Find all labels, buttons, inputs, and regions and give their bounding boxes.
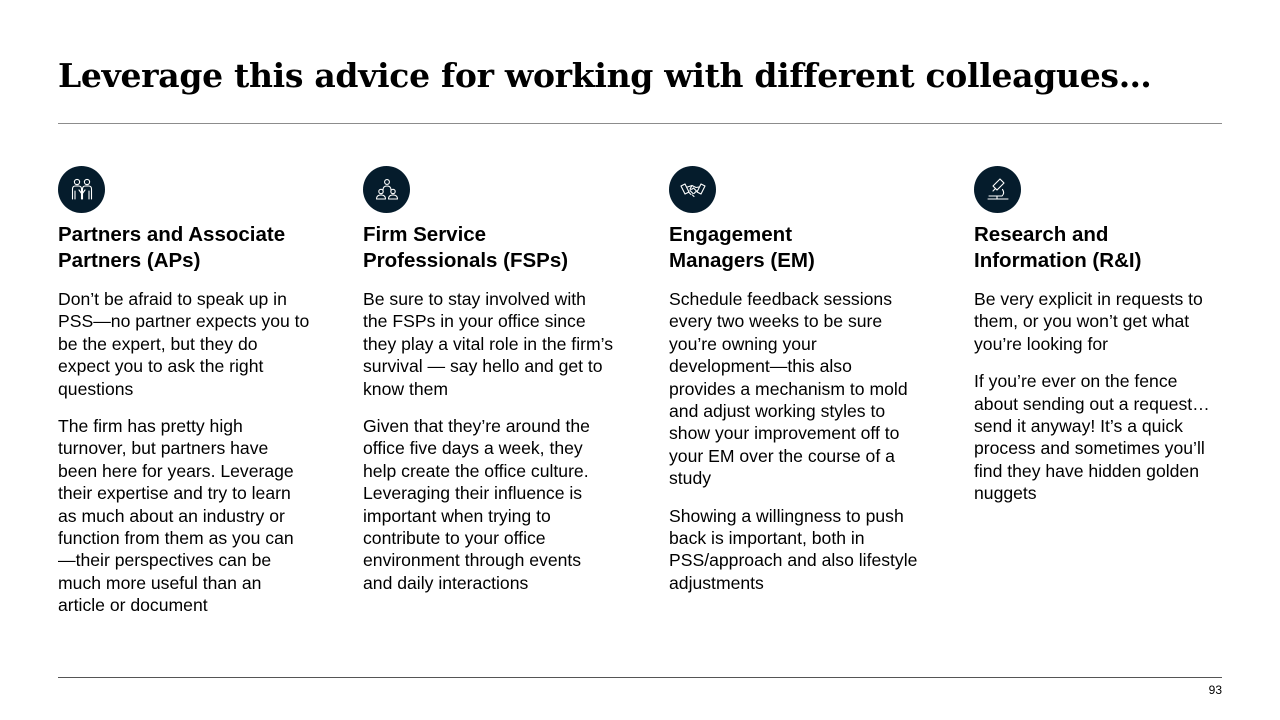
column-heading: Engagement Managers (EM)	[669, 223, 815, 272]
column-heading: Firm Service Professionals (FSPs)	[363, 223, 569, 272]
slide-title: Leverage this advice for working with different colleagues…	[58, 56, 1152, 95]
partners-icon	[58, 166, 105, 213]
column-partners	[58, 166, 310, 617]
column-heading: Research and Information (R&I)	[974, 223, 1142, 272]
column-paragraph: Schedule feedback sessions every two weeks to be sure you’re owning your development—this also provides a mechanism to mold and adjust working styles to show your improvement off to your EM over the course of a study	[669, 289, 908, 489]
column-paragraph: Given that they’re around the office five days a week, they help create the office culture. Leveraging their influence is important when trying to contribute to your office environment through events and daily interactions	[363, 416, 590, 593]
column-research-information	[974, 166, 1224, 505]
column-paragraph: Be very explicit in requests to them, or you won’t get what you’re looking for	[974, 289, 1203, 354]
column-paragraph: Don’t be afraid to speak up in PSS—no partner expects you to be the expert, but they do expect you to ask the right questions	[58, 289, 310, 399]
column-engagement-managers	[669, 166, 921, 594]
column-paragraph: The firm has pretty high turnover, but partners have been here for years. Leverage their expertise and try to learn as much about an industry or function from them as you can—their perspectives can be much more useful than an article or document	[58, 416, 294, 616]
column-paragraph: Showing a willingness to push back is important, both in PSS/approach and also lifestyle adjustments	[669, 505, 918, 593]
title-divider	[58, 123, 1222, 124]
handshake-icon	[669, 166, 716, 213]
column-fsps	[363, 166, 615, 594]
column-paragraph: Be sure to stay involved with the FSPs in your office since they play a vital role in the firm’s survival — say hello and get to know them	[363, 289, 614, 399]
microscope-icon	[974, 166, 1021, 213]
column-paragraph: If you’re ever on the fence about sending out a request…send it anyway! It’s a quick process and sometimes you’ll find they have hidden golden nuggets	[974, 371, 1210, 504]
team-icon	[363, 166, 410, 213]
column-heading: Partners and Associate Partners (APs)	[58, 223, 286, 272]
page-number: 93	[1208, 683, 1222, 697]
footer-divider	[58, 677, 1222, 678]
